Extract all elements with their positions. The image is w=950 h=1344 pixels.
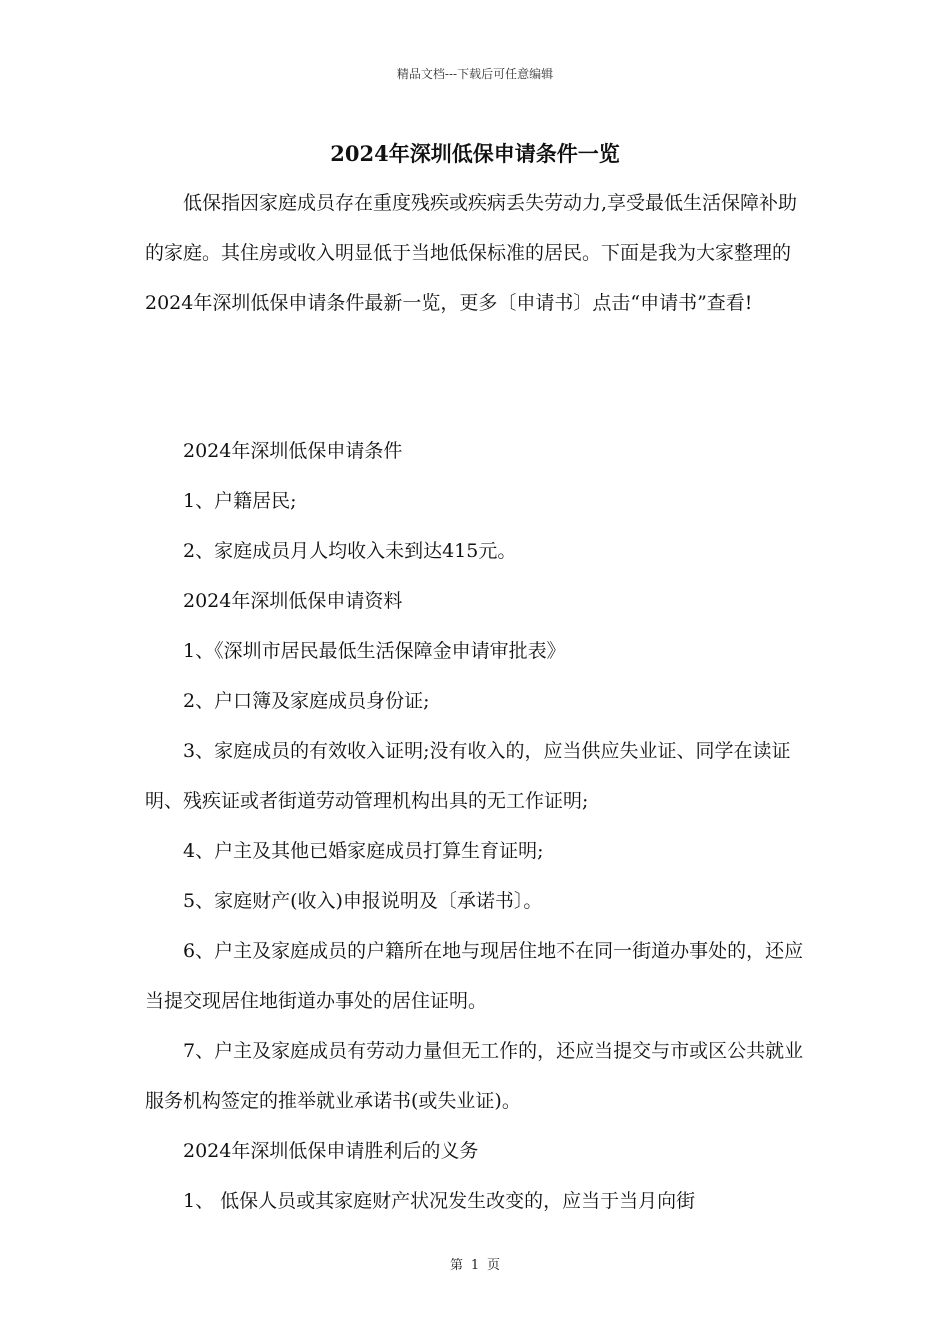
material-item-6: 6、户主及家庭成员的户籍所在地与现居住地不在同一街道办事处的，还应当提交现居住地街道办事处的居住证明。	[145, 940, 804, 1012]
obligation-item-1: 1、 低保人员或其家庭财产状况发生改变的，应当于当月向街	[183, 1190, 696, 1212]
page-header: 精品文档---下载后可任意编辑	[396, 67, 554, 81]
page-footer	[0, 1254, 950, 1273]
footer-prefix: 第	[450, 1258, 464, 1273]
section-heading-conditions: 2024年深圳低保申请条件	[183, 440, 403, 462]
material-item-3: 3、家庭成员的有效收入证明;没有收入的，应当供应失业证、同学在读证明、残疾证或者街道劳动管理机构出具的无工作证明;	[145, 740, 791, 812]
condition-item-1: 1、户籍居民;	[183, 490, 297, 512]
material-item-5: 5、家庭财产(收入)申报说明及〔承诺书〕。	[183, 890, 543, 912]
material-item-4: 4、户主及其他已婚家庭成员打算生育证明;	[183, 840, 544, 862]
footer-suffix: 页	[486, 1258, 500, 1273]
intro-section	[145, 178, 810, 328]
section-heading-obligations: 2024年深圳低保申请胜利后的义务	[183, 1140, 479, 1162]
document-title: 2024年深圳低保申请条件一览	[330, 141, 620, 166]
section-heading-materials: 2024年深圳低保申请资料	[183, 590, 403, 612]
material-item-1: 1、《深圳市居民最低生活保障金申请审批表》	[183, 640, 566, 662]
material-item-7: 7、户主及家庭成员有劳动力量但无工作的，还应当提交与市或区公共就业服务机构签定的推举就业承诺书(或失业证)。	[145, 1040, 804, 1112]
material-item-2: 2、户口簿及家庭成员身份证;	[183, 690, 430, 712]
page-number: 1	[470, 1258, 480, 1273]
intro-paragraph: 低保指因家庭成员存在重度残疾或疾病丢失劳动力,享受最低生活保障补助的家庭。其住房或收入明显低于当地低保标准的居民。下面是我为大家整理的2024年深圳低保申请条件最新一览，更多〔申请书〕点击“申请书”查看!	[145, 192, 798, 314]
body-section	[145, 426, 810, 1226]
condition-item-2: 2、家庭成员月人均收入未到达415元。	[183, 540, 517, 562]
